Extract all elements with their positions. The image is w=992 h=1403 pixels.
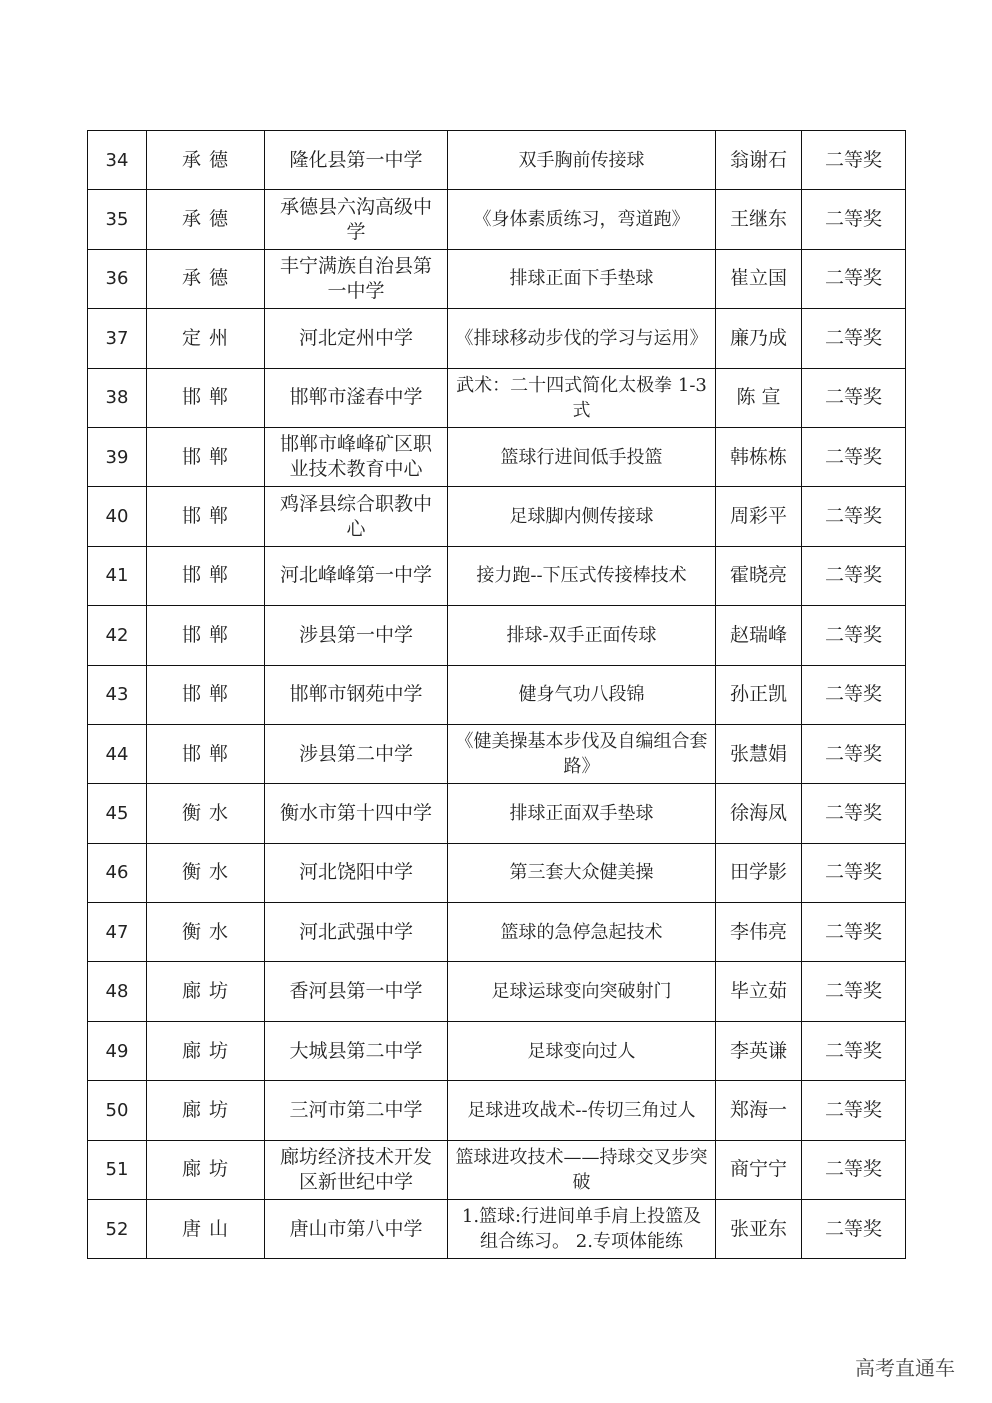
teacher-cell: 王继东 [716,190,802,249]
course-cell: 双手胸前传接球 [448,131,716,190]
table-row [88,903,906,962]
course-cell: 健身气功八段锦 [448,665,716,724]
teacher-cell: 商宁宁 [716,1140,802,1199]
row-number: 43 [88,665,147,724]
table-row [88,962,906,1021]
row-number: 52 [88,1200,147,1259]
row-number: 38 [88,368,147,427]
table-row [88,1021,906,1080]
table-row [88,724,906,783]
course-cell: 《身体素质练习，弯道跑》 [448,190,716,249]
city-cell: 邯 郸 [147,606,265,665]
table-row [88,665,906,724]
school-cell: 衡水市第十四中学 [265,784,448,843]
row-number: 50 [88,1081,147,1140]
teacher-cell: 陈 宣 [716,368,802,427]
city-cell: 邯 郸 [147,724,265,783]
city-cell: 邯 郸 [147,368,265,427]
award-cell: 二等奖 [802,606,906,665]
city-cell: 唐 山 [147,1200,265,1259]
teacher-cell: 田学影 [716,843,802,902]
course-cell: 足球运球变向突破射门 [448,962,716,1021]
school-cell: 河北峰峰第一中学 [265,546,448,605]
city-cell: 衡 水 [147,843,265,902]
table-row [88,1081,906,1140]
city-cell: 邯 郸 [147,487,265,546]
city-cell: 廊 坊 [147,1081,265,1140]
teacher-cell: 霍晓亮 [716,546,802,605]
row-number: 45 [88,784,147,843]
row-number: 34 [88,131,147,190]
school-cell: 廊坊经济技术开发区新世纪中学 [265,1140,448,1199]
teacher-cell: 郑海一 [716,1081,802,1140]
teacher-cell: 张慧娟 [716,724,802,783]
award-cell: 二等奖 [802,487,906,546]
school-cell: 河北定州中学 [265,309,448,368]
city-cell: 邯 郸 [147,546,265,605]
course-cell: 《健美操基本步伐及自编组合套路》 [448,724,716,783]
teacher-cell: 翁谢石 [716,131,802,190]
table-row [88,368,906,427]
row-number: 49 [88,1021,147,1080]
award-cell: 二等奖 [802,309,906,368]
city-cell: 廊 坊 [147,1021,265,1080]
course-cell: 篮球进攻技术——持球交叉步突破 [448,1140,716,1199]
row-number: 46 [88,843,147,902]
course-cell: 排球正面下手垫球 [448,249,716,308]
row-number: 37 [88,309,147,368]
course-cell: 排球正面双手垫球 [448,784,716,843]
school-cell: 涉县第一中学 [265,606,448,665]
award-cell: 二等奖 [802,249,906,308]
table-row [88,843,906,902]
teacher-cell: 廉乃成 [716,309,802,368]
school-cell: 邯郸市钢苑中学 [265,665,448,724]
table-row [88,309,906,368]
school-cell: 丰宁满族自治县第一中学 [265,249,448,308]
teacher-cell: 毕立茹 [716,962,802,1021]
award-cell: 二等奖 [802,665,906,724]
table-row [88,546,906,605]
city-cell: 承 德 [147,249,265,308]
watermark-text: 高考直通车 [855,1356,955,1380]
school-cell: 香河县第一中学 [265,962,448,1021]
table-row [88,427,906,486]
course-cell: 篮球的急停急起技术 [448,903,716,962]
teacher-cell: 孙正凯 [716,665,802,724]
city-cell: 承 德 [147,190,265,249]
row-number: 40 [88,487,147,546]
teacher-cell: 周彩平 [716,487,802,546]
teacher-cell: 李伟亮 [716,903,802,962]
award-cell: 二等奖 [802,190,906,249]
course-cell: 接力跑--下压式传接棒技术 [448,546,716,605]
table-row [88,190,906,249]
school-cell: 邯郸市峰峰矿区职业技术教育中心 [265,427,448,486]
award-cell: 二等奖 [802,843,906,902]
table-row [88,249,906,308]
row-number: 41 [88,546,147,605]
award-cell: 二等奖 [802,427,906,486]
table-row [88,1140,906,1199]
award-cell: 二等奖 [802,962,906,1021]
city-cell: 承 德 [147,131,265,190]
city-cell: 定 州 [147,309,265,368]
row-number: 51 [88,1140,147,1199]
city-cell: 衡 水 [147,903,265,962]
course-cell: 排球-双手正面传球 [448,606,716,665]
award-cell: 二等奖 [802,903,906,962]
teacher-cell: 赵瑞峰 [716,606,802,665]
school-cell: 大城县第二中学 [265,1021,448,1080]
award-cell: 二等奖 [802,724,906,783]
table-row [88,1200,906,1259]
award-cell: 二等奖 [802,368,906,427]
course-cell: 武术：二十四式简化太极拳 1-3 式 [448,368,716,427]
award-cell: 二等奖 [802,546,906,605]
table-row [88,606,906,665]
teacher-cell: 韩栋栋 [716,427,802,486]
school-cell: 邯郸市滏春中学 [265,368,448,427]
school-cell: 河北武强中学 [265,903,448,962]
city-cell: 廊 坊 [147,1140,265,1199]
course-cell: 第三套大众健美操 [448,843,716,902]
award-cell: 二等奖 [802,1081,906,1140]
course-cell: 篮球行进间低手投篮 [448,427,716,486]
row-number: 35 [88,190,147,249]
teacher-cell: 徐海凤 [716,784,802,843]
row-number: 42 [88,606,147,665]
teacher-cell: 崔立国 [716,249,802,308]
award-table [87,130,906,1259]
row-number: 39 [88,427,147,486]
award-table-body [88,131,906,1259]
school-cell: 涉县第二中学 [265,724,448,783]
school-cell: 承德县六沟高级中学 [265,190,448,249]
row-number: 47 [88,903,147,962]
award-cell: 二等奖 [802,1140,906,1199]
teacher-cell: 李英谦 [716,1021,802,1080]
course-cell: 足球脚内侧传接球 [448,487,716,546]
course-cell: 1.篮球:行进间单手肩上投篮及组合练习。 2.专项体能练 [448,1200,716,1259]
school-cell: 河北饶阳中学 [265,843,448,902]
table-row [88,131,906,190]
school-cell: 三河市第二中学 [265,1081,448,1140]
row-number: 48 [88,962,147,1021]
school-cell: 鸡泽县综合职教中心 [265,487,448,546]
course-cell: 《排球移动步伐的学习与运用》 [448,309,716,368]
city-cell: 邯 郸 [147,427,265,486]
row-number: 36 [88,249,147,308]
award-cell: 二等奖 [802,784,906,843]
school-cell: 隆化县第一中学 [265,131,448,190]
award-cell: 二等奖 [802,1200,906,1259]
course-cell: 足球进攻战术--传切三角过人 [448,1081,716,1140]
city-cell: 廊 坊 [147,962,265,1021]
course-cell: 足球变向过人 [448,1021,716,1080]
city-cell: 衡 水 [147,784,265,843]
teacher-cell: 张亚东 [716,1200,802,1259]
award-cell: 二等奖 [802,1021,906,1080]
table-row [88,487,906,546]
award-cell: 二等奖 [802,131,906,190]
row-number: 44 [88,724,147,783]
school-cell: 唐山市第八中学 [265,1200,448,1259]
city-cell: 邯 郸 [147,665,265,724]
table-row [88,784,906,843]
